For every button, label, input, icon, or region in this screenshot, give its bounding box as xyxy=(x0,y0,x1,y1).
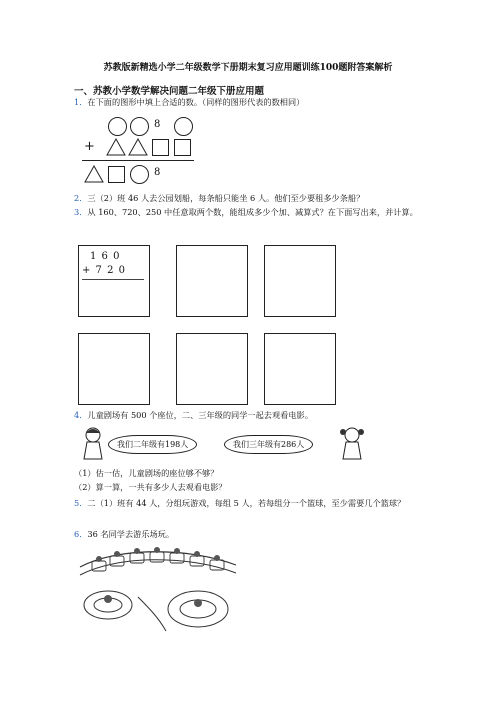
digit-label: 8 xyxy=(154,167,161,178)
question-text: 36 名同学去游乐场玩。 xyxy=(87,529,175,539)
speech-bubble-right: 我们三年级有286人 xyxy=(224,435,313,454)
question-number: 5． xyxy=(74,498,88,508)
students-dialogue-illustration xyxy=(80,425,370,461)
amusement-park-illustration xyxy=(78,547,238,635)
digit-label: 8 xyxy=(154,119,161,130)
answer-box xyxy=(78,333,150,405)
answer-box xyxy=(264,245,336,317)
girl-student-icon xyxy=(338,425,366,461)
answer-box xyxy=(176,333,248,405)
question-4 xyxy=(74,409,313,422)
question-number: 3． xyxy=(74,207,88,217)
calc-line xyxy=(82,279,144,280)
question-5 xyxy=(74,497,434,510)
question-text: 在下面的图形中填上合适的数。（同样的图形代表的数相同） xyxy=(87,97,305,107)
question-2 xyxy=(74,192,364,205)
circle-shape xyxy=(174,117,193,136)
circle-shape xyxy=(108,117,127,136)
question-number: 2． xyxy=(74,193,88,203)
question-1 xyxy=(74,96,304,109)
circle-shape xyxy=(130,165,149,184)
document-title: 苏教版新精选小学二年级数学下册期末复习应用题训练100题附答案解析 xyxy=(103,63,393,73)
square-shape xyxy=(174,139,191,156)
answer-box xyxy=(176,245,248,317)
girl-student-icon xyxy=(80,425,106,461)
question-text: 三（2）班 46 人去公园划船，每条船只能坐 6 人。他们至少要租多少条船？ xyxy=(87,193,365,203)
question-text: 从 160、720、250 中任意取两个数，能组成多少个加、减算式？在下面写出来，并计算。 xyxy=(87,207,418,217)
circle-shape xyxy=(130,117,149,136)
calc-row-1: 1 6 0 xyxy=(90,251,121,262)
speech-bubble-left: 我们二年级有198人 xyxy=(108,435,197,454)
question-text: 二（1）班有 44 人，分组玩游戏，每组 5 人，若每组分一个篮球，至少需要几个篮球？ xyxy=(87,498,406,508)
section-heading: 一、苏教小学数学解决问题二年级下册应用题 xyxy=(74,86,265,97)
question-6 xyxy=(74,528,174,541)
sum-line xyxy=(82,160,194,161)
square-shape xyxy=(152,139,169,156)
calc-row-2: + 7 2 0 xyxy=(82,265,127,276)
triangle-shape xyxy=(84,165,104,183)
square-shape xyxy=(108,166,125,183)
triangle-shape xyxy=(128,138,148,156)
question-number: 1． xyxy=(74,97,88,107)
question-4-sub-2: （2）算一算，一共有多少人去观看电影？ xyxy=(74,482,227,492)
coaster-cars xyxy=(92,552,224,571)
question-3 xyxy=(74,206,434,219)
answer-box xyxy=(264,333,336,405)
question-4-sub-1: （1）估一估，儿童剧场的座位够不够？ xyxy=(74,468,219,478)
plus-sign: + xyxy=(84,139,95,154)
question-text: 儿童剧场有 500 个座位，二、三年级的同学一起去观看电影。 xyxy=(87,410,313,420)
shape-equation-figure xyxy=(82,113,194,188)
question-number: 6． xyxy=(74,529,88,539)
calc-box-example xyxy=(78,245,150,317)
triangle-shape xyxy=(106,138,126,156)
question-number: 4． xyxy=(74,410,88,420)
